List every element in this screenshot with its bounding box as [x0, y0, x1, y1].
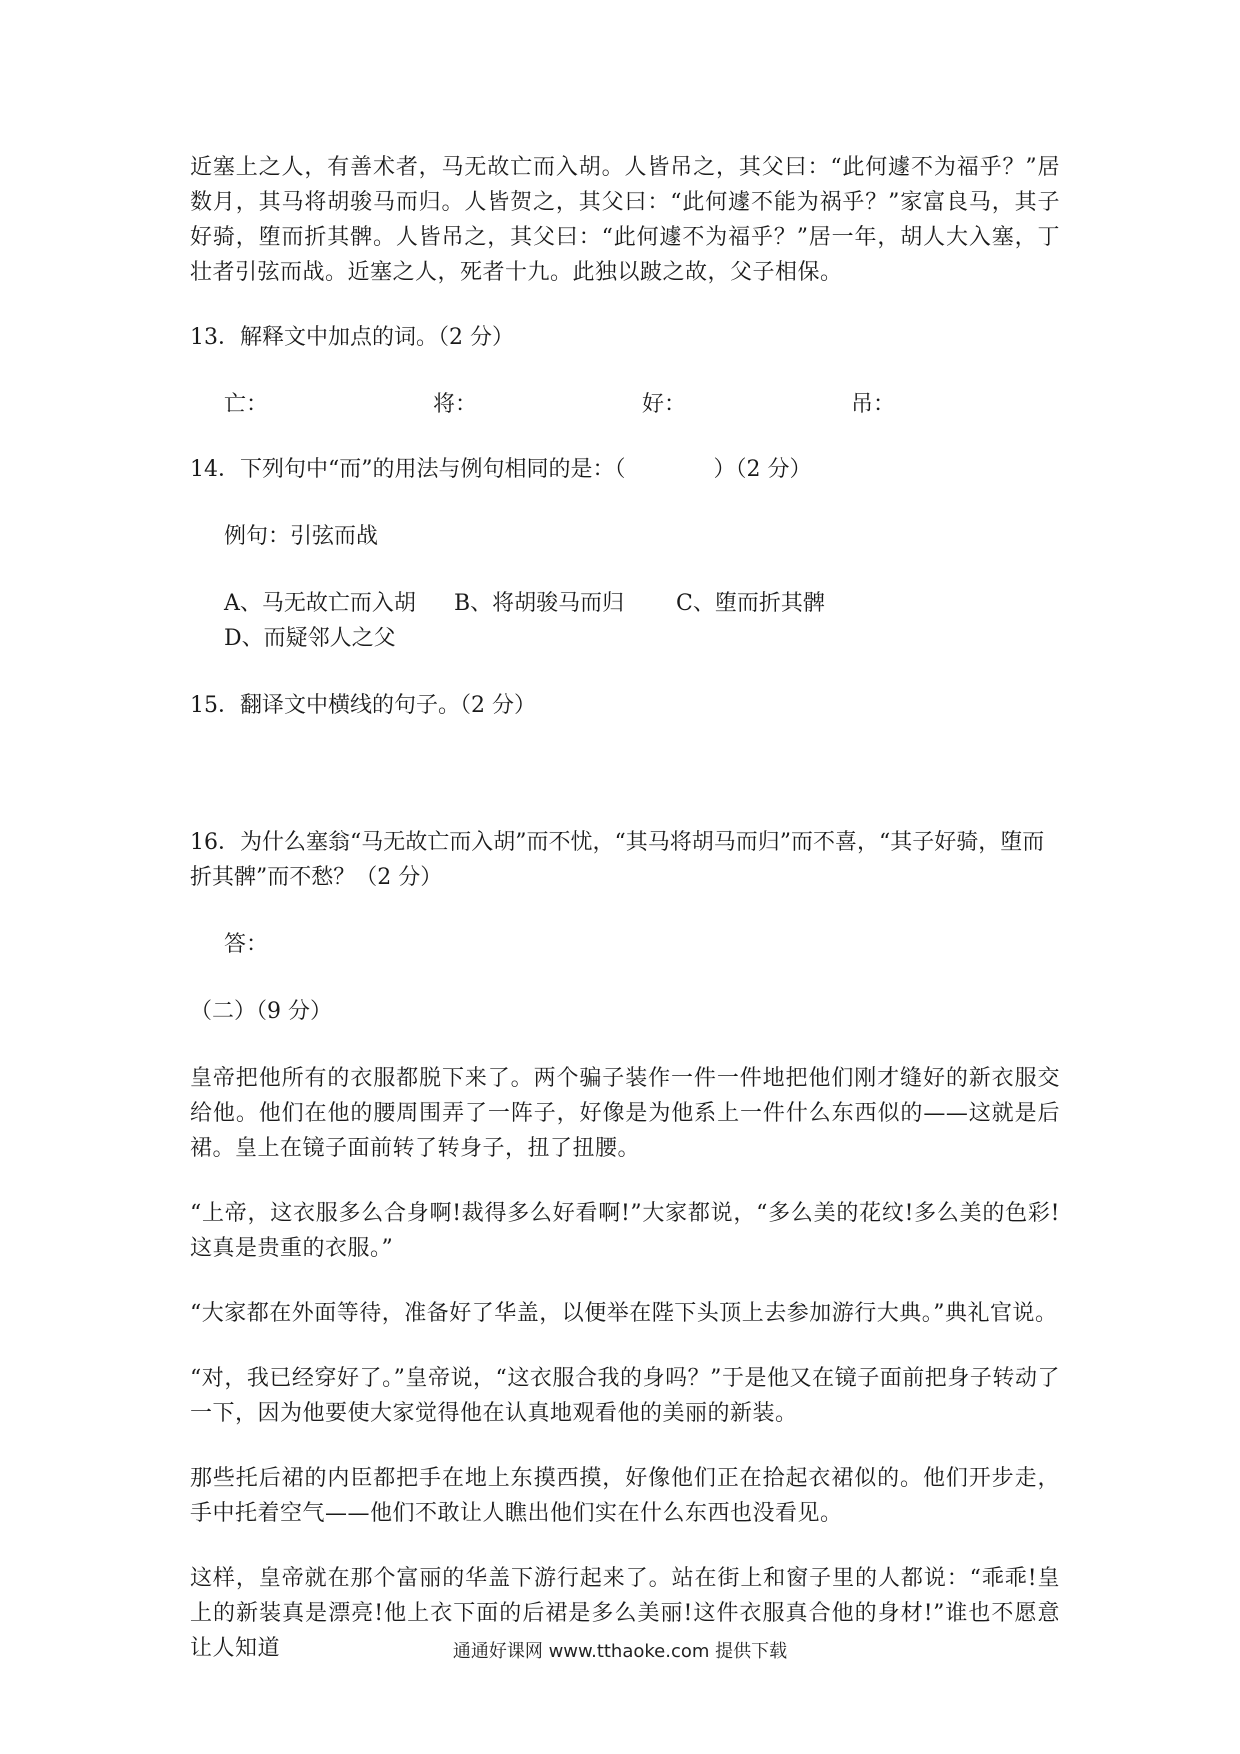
story-paragraph: 这样，皇帝就在那个富丽的华盖下游行起来了。站在街上和窗子里的人都说：“乖乖!皇上的新装真是漂亮!他上衣下面的后裙是多么美丽!这件衣服真合他的身材!”谁也不愿意让人知道: [190, 1566, 1060, 1661]
story-paragraph: “大家都在外面等待，准备好了华盖，以便举在陛下头顶上去参加游行大典。”典礼官说。: [190, 1301, 1058, 1326]
story-paragraph: 那些托后裙的内臣都把手在地上东摸西摸，好像他们正在拾起衣裙似的。他们开步走，手中托着空气——他们不敢让人瞧出他们实在什么东西也没看见。: [190, 1466, 1060, 1526]
question-16: 16．为什么塞翁“马无故亡而入胡”而不忧，“其马将胡马而归”而不喜，“其子好骑，堕而折其髀”而不愁？（2 分）: [190, 830, 1045, 890]
question-13: 13．解释文中加点的词。（2 分）: [190, 325, 514, 350]
term-hao: 好：: [642, 392, 687, 417]
question-14: 14．下列句中“而”的用法与例句相同的是：（ ）（2 分）: [190, 457, 812, 482]
section-2-header: （二）（9 分）: [190, 999, 332, 1024]
term-diao: 吊：: [851, 392, 896, 417]
option-d: D、而疑邻人之父: [224, 626, 396, 651]
story-paragraph: “对，我已经穿好了。”皇帝说，“这衣服合我的身吗？”于是他又在镜子面前把身子转动了一下，因为他要使大家觉得他在认真地观看他的美丽的新装。: [190, 1366, 1060, 1426]
answer-label-16: 答：: [224, 932, 269, 957]
question-15: 15．翻译文中横线的句子。（2 分）: [190, 693, 536, 718]
term-jiang: 将：: [433, 392, 478, 417]
story-paragraph: “上帝，这衣服多么合身啊!裁得多么好看啊!”大家都说，“多么美的花纹!多么美的色彩!这真是贵重的衣服。”: [190, 1201, 1060, 1261]
question-14-example: 例句：引弦而战: [224, 524, 379, 549]
answer-space-15: [190, 755, 1060, 825]
term-wang: 亡：: [224, 392, 269, 417]
story-paragraph: 皇帝把他所有的衣服都脱下来了。两个骗子装作一件一件地把他们刚才缝好的新衣服交给他。他们在他的腰周围弄了一阵子，好像是为他系上一件什么东西似的——这就是后裙。皇上在镜子面前转了转身子，扭了扭腰。: [190, 1066, 1060, 1161]
option-b: B、将胡骏马而归: [454, 591, 625, 616]
question-13-terms: [190, 387, 1060, 422]
question-14-options: [190, 586, 1060, 656]
passage-saiweng: 近塞上之人，有善术者，马无故亡而入胡。人皆吊之，其父曰：“此何遽不为福乎？”居数月，其马将胡骏马而归。人皆贺之，其父曰：“此何遽不能为祸乎？”家富良马，其子好骑，堕而折其髀。人皆吊之，其父曰：“此何遽不为福乎？”居一年，胡人大入塞，丁壮者引弦而战。近塞之人，死者十九。此独以跛之故，父子相保。: [190, 155, 1060, 285]
page-footer: 通通好课网 www.tthaoke.com 提供下载: [452, 1641, 788, 1662]
option-a: A、马无故亡而入胡: [224, 591, 416, 616]
option-c: C、堕而折其髀: [676, 591, 825, 616]
document-content: [190, 150, 1060, 1696]
